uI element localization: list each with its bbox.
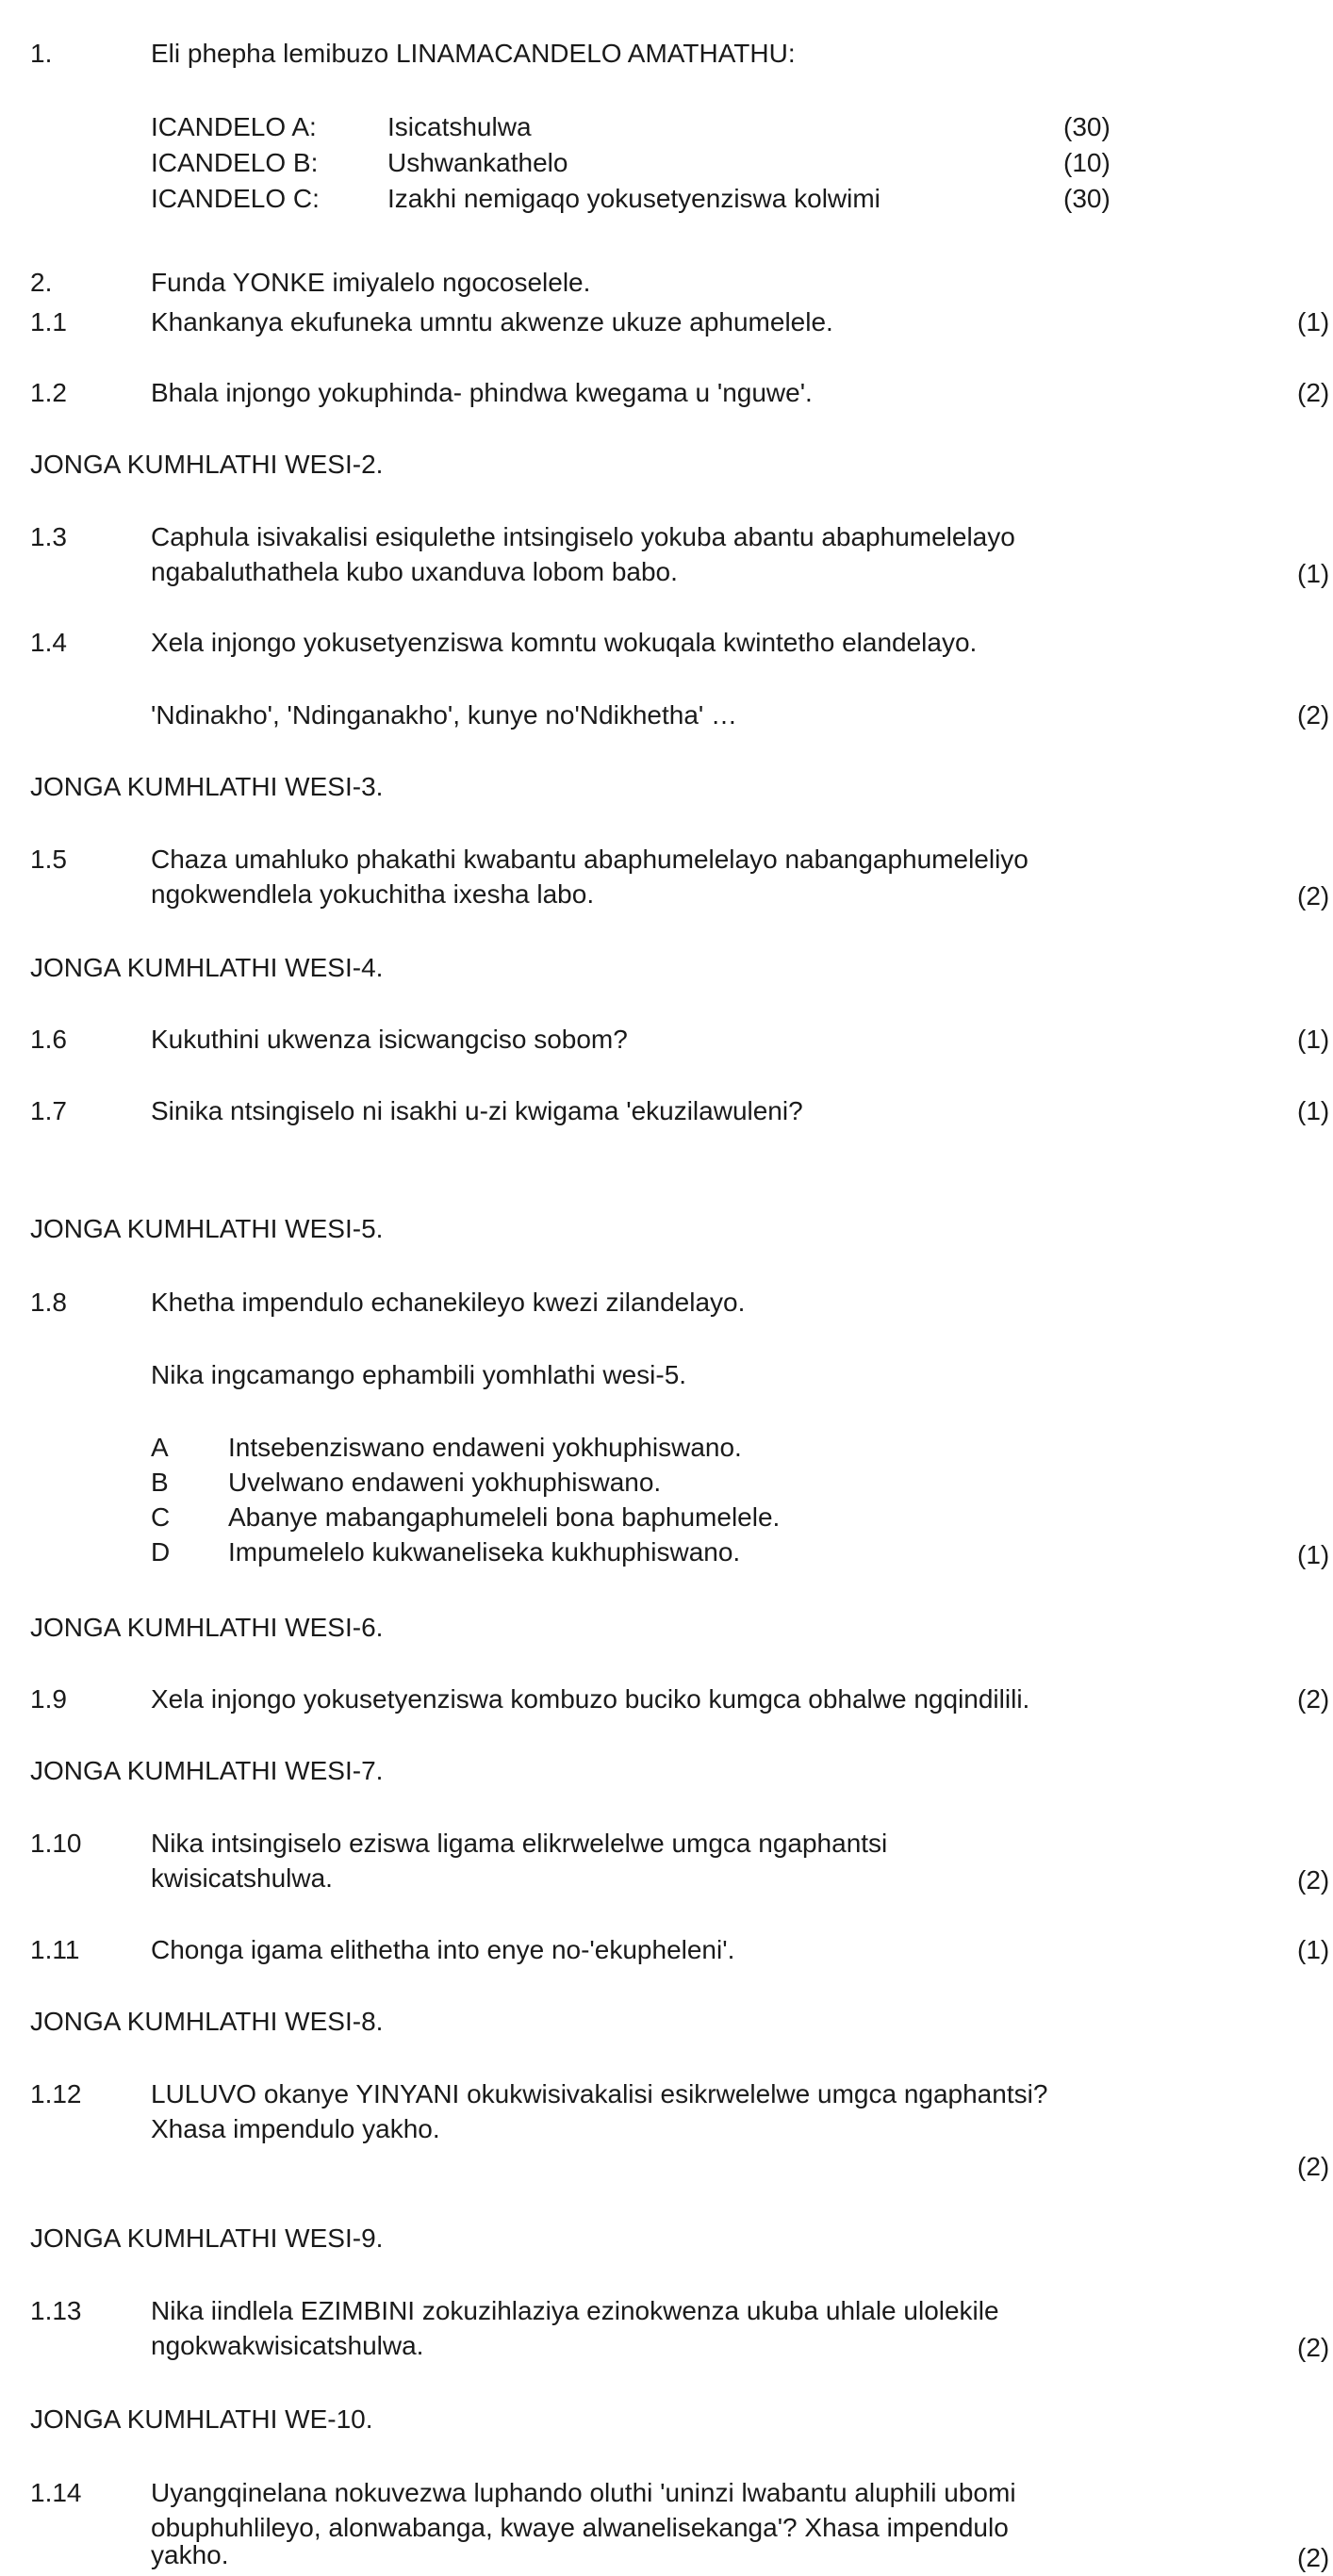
q1-8-number: 1.8 [30, 1288, 67, 1317]
q1-4-quote: 'Ndinakho', 'Ndinganakho', kunye no'Ndikhetha' … [151, 700, 738, 730]
q1-10-marks: (2) [1297, 1865, 1330, 1895]
q1-7-number: 1.7 [30, 1096, 67, 1125]
q1-1-number: 1.1 [30, 307, 67, 336]
q1-4-number: 1.4 [30, 628, 67, 657]
section-a-title: Isicatshulwa [387, 112, 532, 141]
q1-13-line-2: ngokwakwisicatshulwa. [151, 2331, 424, 2360]
q1-6-marks: (1) [1297, 1025, 1330, 1054]
q1-2-marks: (2) [1297, 378, 1330, 407]
q1-8-prompt: Nika ingcamango ephambili yomhlathi wesi-5. [151, 1360, 687, 1389]
q1-13-marks: (2) [1297, 2333, 1330, 2362]
section-a-marks: (30) [1063, 112, 1111, 141]
q1-11-text: Chonga igama elithetha into enye no-'ekupheleni'. [151, 1935, 735, 1964]
instruction-number: 1. [30, 39, 53, 68]
q1-12-line-2: Xhasa impendulo yakho. [151, 2114, 440, 2143]
cut-off-number: 2. [30, 268, 53, 297]
q1-2-number: 1.2 [30, 378, 67, 407]
paragraph-ref-7: JONGA KUMHLATHI WESI-7. [30, 1756, 384, 1785]
q1-3-line-2: ngabaluthathela kubo uxanduva lobom babo. [151, 557, 678, 586]
paragraph-ref-10: JONGA KUMHLATHI WE-10. [30, 2404, 373, 2434]
q1-1-marks: (1) [1297, 307, 1330, 336]
q1-9-text: Xela injongo yokusetyenziswa kombuzo buciko kumgca obhalwe ngqindilili. [151, 1684, 1030, 1714]
section-b-title: Ushwankathelo [387, 148, 568, 177]
instruction-text: Eli phepha lemibuzo LINAMACANDELO AMATHATHU: [151, 39, 796, 68]
q1-6-text: Kukuthini ukwenza isicwangciso sobom? [151, 1025, 628, 1054]
q1-5-marks: (2) [1297, 881, 1330, 911]
paragraph-ref-4: JONGA KUMHLATHI WESI-4. [30, 953, 384, 982]
paragraph-ref-3: JONGA KUMHLATHI WESI-3. [30, 772, 384, 801]
q1-10-number: 1.10 [30, 1829, 82, 1858]
section-c-title: Izakhi nemigaqo yokusetyenziswa kolwimi [387, 184, 880, 213]
q1-4-text: Xela injongo yokusetyenziswa komntu wokuqala kwintetho elandelayo. [151, 628, 978, 657]
section-c-label: ICANDELO C: [151, 184, 320, 213]
q1-14-number: 1.14 [30, 2478, 82, 2507]
q1-8-option-letter: D [151, 1537, 171, 1567]
q1-8-marks: (1) [1297, 1540, 1330, 1569]
q1-3-number: 1.3 [30, 522, 67, 551]
q1-8-option-letter: A [151, 1433, 169, 1462]
q1-4-marks: (2) [1297, 700, 1330, 730]
paragraph-ref-6: JONGA KUMHLATHI WESI-6. [30, 1613, 384, 1642]
section-b-label: ICANDELO B: [151, 148, 319, 177]
paragraph-ref-9: JONGA KUMHLATHI WESI-9. [30, 2223, 384, 2253]
q1-8-option-letter: C [151, 1502, 171, 1532]
q1-14-line-3: yakho. [151, 2540, 229, 2569]
q1-3-marks: (1) [1297, 559, 1330, 588]
q1-8-text: Khetha impendulo echanekileyo kwezi zilandelayo. [151, 1288, 746, 1317]
q1-6-number: 1.6 [30, 1025, 67, 1054]
q1-12-number: 1.12 [30, 2079, 82, 2108]
q1-12-line-1: LULUVO okanye YINYANI okukwisivakalisi esikrwelelwe umgca ngaphantsi? [151, 2079, 1048, 2108]
q1-14-line-1: Uyangqinelana nokuvezwa luphando oluthi 'uninzi lwabantu aluphili ubomi [151, 2478, 1016, 2507]
q1-9-number: 1.9 [30, 1684, 67, 1714]
q1-13-line-1: Nika iindlela EZIMBINI zokuzihlaziya ezinokwenza ukuba uhlale ulolekile [151, 2296, 999, 2325]
q1-5-number: 1.5 [30, 845, 67, 874]
q1-9-marks: (2) [1297, 1684, 1330, 1714]
section-b-marks: (10) [1063, 148, 1111, 177]
q1-8-option-letter: B [151, 1468, 169, 1497]
q1-11-marks: (1) [1297, 1935, 1330, 1964]
paragraph-ref-5: JONGA KUMHLATHI WESI-5. [30, 1214, 384, 1243]
q1-8-option-text: Impumelelo kukwaneliseka kukhuphiswano. [228, 1537, 741, 1567]
q1-3-line-1: Caphula isivakalisi esiqulethe intsingiselo yokuba abantu abaphumelelayo [151, 522, 1015, 551]
q1-8-option-text: Uvelwano endaweni yokhuphiswano. [228, 1468, 662, 1497]
section-c-marks: (30) [1063, 184, 1111, 213]
q1-7-text: Sinika ntsingiselo ni isakhi u-zi kwigama 'ekuzilawuleni? [151, 1096, 803, 1125]
q1-11-number: 1.11 [30, 1935, 80, 1964]
q1-5-line-1: Chaza umahluko phakathi kwabantu abaphumelelayo nabangaphumeleliyo [151, 845, 1029, 874]
q1-5-line-2: ngokwendlela yokuchitha ixesha labo. [151, 879, 595, 909]
q1-8-option-text: Abanye mabangaphumeleli bona baphumelele. [228, 1502, 781, 1532]
q1-10-line-2: kwisicatshulwa. [151, 1863, 333, 1893]
q1-8-option-text: Intsebenziswano endaweni yokhuphiswano. [228, 1433, 742, 1462]
q1-12-marks: (2) [1297, 2152, 1330, 2181]
q1-14-line-2: obuphuhlileyo, alonwabanga, kwaye alwanelisekanga'? Xhasa impendulo [151, 2513, 1009, 2542]
section-a-label: ICANDELO A: [151, 112, 317, 141]
cut-off-text: Funda YONKE imiyalelo ngocoselele. [151, 268, 591, 297]
paragraph-ref-8: JONGA KUMHLATHI WESI-8. [30, 2007, 384, 2036]
q1-13-number: 1.13 [30, 2296, 82, 2325]
q1-7-marks: (1) [1297, 1096, 1330, 1125]
paragraph-ref-2: JONGA KUMHLATHI WESI-2. [30, 450, 384, 479]
q1-10-line-1: Nika intsingiselo eziswa ligama elikrwelelwe umgca ngaphantsi [151, 1829, 888, 1858]
q1-2-text: Bhala injongo yokuphinda- phindwa kwegama u 'nguwe'. [151, 378, 813, 407]
q1-1-text: Khankanya ekufuneka umntu akwenze ukuze aphumelele. [151, 307, 833, 336]
q1-14-marks: (2) [1297, 2543, 1330, 2572]
